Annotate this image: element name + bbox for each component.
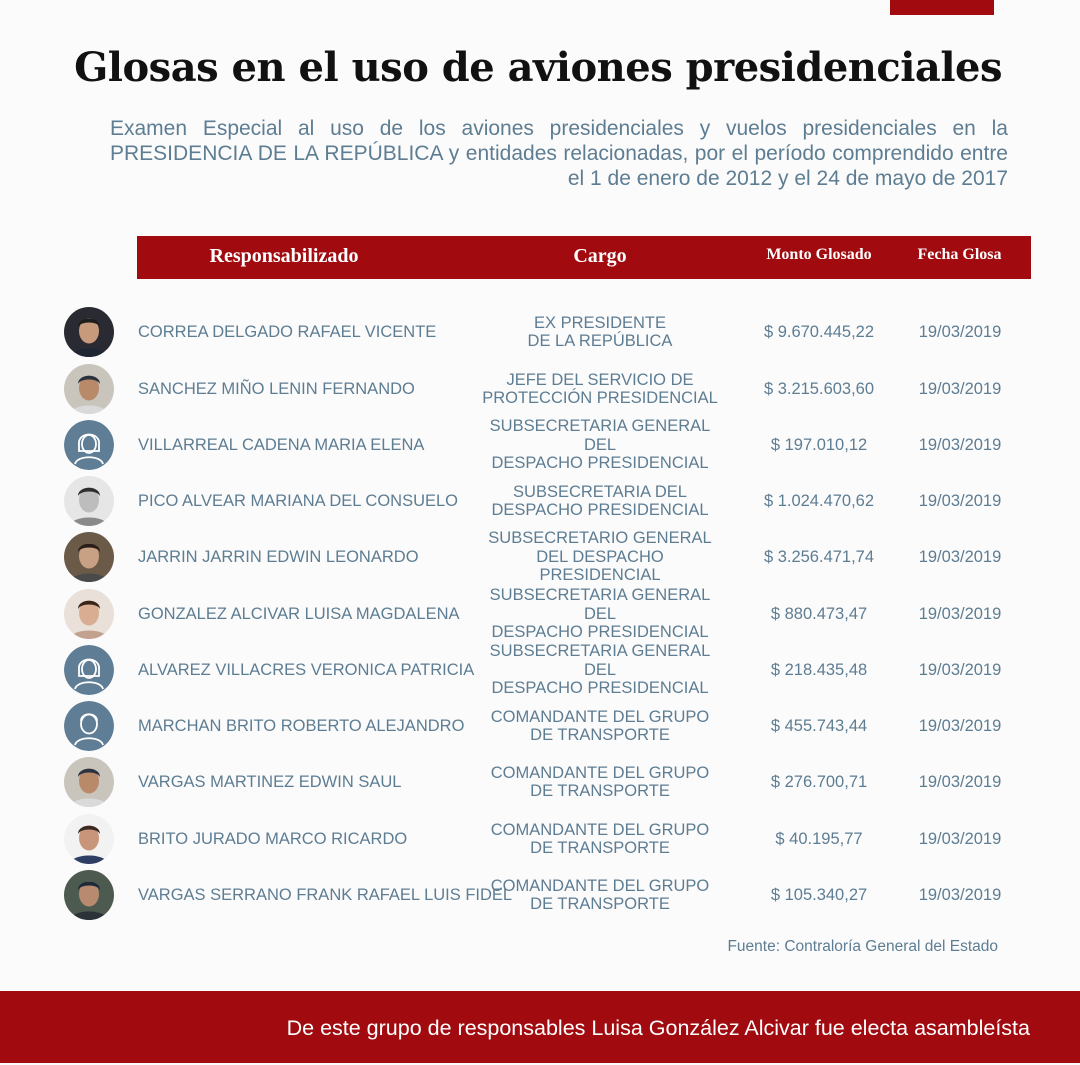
monto-glosado: $ 9.670.445,22 <box>763 322 875 341</box>
header-monto: Monto Glosado <box>766 246 872 263</box>
fecha-glosa: 19/03/2019 <box>918 660 1002 679</box>
table-row <box>0 698 1080 754</box>
person-placeholder-icon <box>64 420 114 470</box>
table-row <box>0 867 1080 923</box>
person-cargo: COMANDANTE DEL GRUPO DE TRANSPORTE <box>490 707 710 744</box>
monto-glosado: $ 40.195,77 <box>775 829 863 848</box>
subtitle: Examen Especial al uso de los aviones presidenciales y vuelos presidenciales en la PRESIDENCIA DE LA REPÚBLICA y entidades relacionadas, por el período comprendido entre el 1 de enero de 2012 y el 24 de mayo de 2017 <box>110 117 1008 190</box>
header-fecha: Fecha Glosa <box>917 246 1002 263</box>
monto-glosado: $ 3.215.603,60 <box>763 379 875 398</box>
person-cargo: EX PRESIDENTE DE LA REPÚBLICA <box>527 313 673 350</box>
person-cargo: COMANDANTE DEL GRUPO DE TRANSPORTE <box>490 763 710 800</box>
page-title: Glosas en el uso de aviones presidenciales <box>74 44 1002 91</box>
table-row <box>0 754 1080 810</box>
fecha-glosa: 19/03/2019 <box>918 829 1002 848</box>
person-photo <box>64 814 114 864</box>
person-name: VARGAS SERRANO FRANK RAFAEL LUIS FIDEL <box>138 885 513 904</box>
fecha-glosa: 19/03/2019 <box>918 322 1002 341</box>
fecha-glosa: 19/03/2019 <box>918 772 1002 791</box>
person-photo <box>64 307 114 357</box>
person-name: ALVAREZ VILLACRES VERONICA PATRICIA <box>138 660 475 679</box>
table-row <box>0 529 1080 585</box>
person-cargo: SUBSECRETARIA GENERAL DEL DESPACHO PRESIDENCIAL <box>489 417 711 473</box>
person-photo <box>64 757 114 807</box>
monto-glosado: $ 218.435,48 <box>770 660 868 679</box>
person-name: JARRIN JARRIN EDWIN LEONARDO <box>138 547 419 566</box>
fecha-glosa: 19/03/2019 <box>918 547 1002 566</box>
person-photo <box>64 476 114 526</box>
footer-text: De este grupo de responsables Luisa González Alcivar fue electa asambleísta <box>286 1016 1030 1040</box>
table-row <box>0 304 1080 360</box>
person-name: PICO ALVEAR MARIANA DEL CONSUELO <box>138 491 459 510</box>
source-note: Fuente: Contraloría General del Estado <box>727 938 998 955</box>
person-placeholder-icon <box>64 645 114 695</box>
monto-glosado: $ 105.340,27 <box>770 885 868 904</box>
person-name: VARGAS MARTINEZ EDWIN SAUL <box>138 772 402 791</box>
fecha-glosa: 19/03/2019 <box>918 716 1002 735</box>
monto-glosado: $ 197.010,12 <box>770 435 868 454</box>
monto-glosado: $ 455.743,44 <box>770 716 868 735</box>
monto-glosado: $ 3.256.471,74 <box>763 547 875 566</box>
person-cargo: SUBSECRETARIA GENERAL DEL DESPACHO PRESIDENCIAL <box>489 642 711 698</box>
fecha-glosa: 19/03/2019 <box>918 379 1002 398</box>
table-row <box>0 473 1080 529</box>
header-cargo: Cargo <box>573 245 627 267</box>
person-name: GONZALEZ ALCIVAR LUISA MAGDALENA <box>138 604 460 623</box>
fecha-glosa: 19/03/2019 <box>918 435 1002 454</box>
person-photo <box>64 870 114 920</box>
table-row <box>0 642 1080 698</box>
table-row <box>0 586 1080 642</box>
person-photo <box>64 364 114 414</box>
fecha-glosa: 19/03/2019 <box>918 491 1002 510</box>
fecha-glosa: 19/03/2019 <box>918 604 1002 623</box>
person-placeholder-icon <box>64 701 114 751</box>
person-name: VILLARREAL CADENA MARIA ELENA <box>138 435 425 454</box>
person-photo <box>64 589 114 639</box>
person-cargo: SUBSECRETARIA GENERAL DEL DESPACHO PRESIDENCIAL <box>489 586 711 642</box>
fecha-glosa: 19/03/2019 <box>918 885 1002 904</box>
person-cargo: SUBSECRETARIA DEL DESPACHO PRESIDENCIAL <box>491 482 709 519</box>
table-row <box>0 417 1080 473</box>
person-cargo: JEFE DEL SERVICIO DE PROTECCIÓN PRESIDENCIAL <box>482 370 718 407</box>
person-name: SANCHEZ MIÑO LENIN FERNANDO <box>138 379 415 398</box>
monto-glosado: $ 1.024.470,62 <box>763 491 875 510</box>
footer-banner <box>0 991 1080 1063</box>
person-name: CORREA DELGADO RAFAEL VICENTE <box>138 322 437 341</box>
monto-glosado: $ 880.473,47 <box>770 604 868 623</box>
person-name: MARCHAN BRITO ROBERTO ALEJANDRO <box>138 716 465 735</box>
person-cargo: SUBSECRETARIO GENERAL DEL DESPACHO PRESIDENCIAL <box>488 529 712 585</box>
header-responsabilizado: Responsabilizado <box>209 245 359 267</box>
table-row <box>0 361 1080 417</box>
person-photo <box>64 532 114 582</box>
person-cargo: COMANDANTE DEL GRUPO DE TRANSPORTE <box>490 820 710 857</box>
person-cargo: COMANDANTE DEL GRUPO DE TRANSPORTE <box>490 876 710 913</box>
monto-glosado: $ 276.700,71 <box>770 772 868 791</box>
table-row <box>0 811 1080 867</box>
person-name: BRITO JURADO MARCO RICARDO <box>138 829 408 848</box>
